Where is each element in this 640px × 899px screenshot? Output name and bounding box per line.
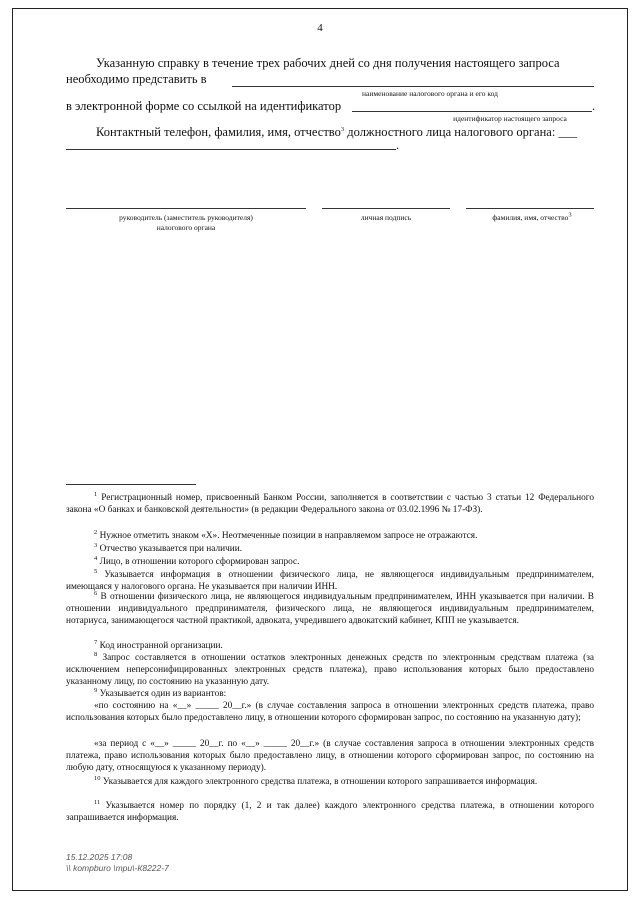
footnote-4 bbox=[66, 556, 594, 568]
personal-signature-line[interactable] bbox=[322, 208, 450, 209]
sign-caption: личная подпись bbox=[360, 213, 412, 222]
footnote-text: Регистрационный номер, присвоенный Банком России, заполняется в соответствии с частью 3 статьи 12 Федерального закона «О банках и банковской деятельности» (в редакции Федерального закона от 03.02.1996 № 17-ФЗ). bbox=[66, 493, 594, 515]
footnote-number: 10 bbox=[94, 774, 101, 782]
intro-line-2: необходимо представить в bbox=[66, 72, 207, 86]
fio-caption bbox=[466, 213, 598, 222]
contact-text: Контактный телефон, фамилия, имя, отчество bbox=[96, 125, 341, 139]
fio-caption-text: фамилия, имя, отчество bbox=[492, 213, 569, 222]
footnote-text: Отчество указывается при наличии. bbox=[99, 544, 243, 554]
head-caption-1: руководитель (заместитель руководителя) bbox=[119, 213, 253, 222]
head-caption-2: налогового органа bbox=[156, 223, 216, 232]
footnote-text: Указывается информация в отношении физического лица, не являющегося индивидуальным предпринимателем, имеющаяся у налогового органа. Не указывается при наличии ИНН. bbox=[66, 570, 594, 592]
contact-text-tail: должностного лица налогового органа: ___ bbox=[344, 125, 578, 139]
footnote-text: Указывается один из вариантов: bbox=[99, 689, 227, 699]
identifier-caption: идентификатор настоящего запроса bbox=[453, 114, 567, 123]
footnote-6 bbox=[66, 591, 594, 627]
variant-2: «за период с «__» _____ 20__г. по «__» _____ 20__г.» (в случае составления запроса в отношении электронных средств платежа, право использования которых было предоставлено лицу, в отношении которого сформирован запрос, по состоянию на любую дату, относящуюся к указанному периоду). bbox=[66, 739, 594, 773]
footnote-text: Указывается для каждого электронного средства платежа, в отношении которого запрашивается информация. bbox=[102, 777, 538, 787]
intro-line-1: Указанную справку в течение трех рабочих дней со дня получения настоящего запроса bbox=[96, 56, 560, 70]
contact-footnote-ref: 3 bbox=[340, 125, 345, 133]
tax-org-field[interactable] bbox=[232, 86, 594, 87]
footnote-number: 11 bbox=[94, 798, 101, 806]
identifier-field[interactable] bbox=[352, 111, 592, 112]
fio-signature-line[interactable] bbox=[466, 208, 594, 209]
contact-period: . bbox=[396, 138, 400, 152]
footnote-5 bbox=[66, 569, 594, 593]
footnote-number: 1 bbox=[94, 490, 98, 498]
footnote-number: 7 bbox=[94, 638, 98, 646]
footnote-3 bbox=[66, 543, 594, 555]
footnote-9 bbox=[66, 688, 594, 700]
footnote-2 bbox=[66, 530, 594, 542]
page-number: 4 bbox=[317, 22, 323, 34]
fio-footnote-ref: 3 bbox=[568, 211, 572, 219]
print-date-stamp: 15.12.2025 17:08 bbox=[66, 852, 133, 862]
footnote-text: Запрос составляется в отношении остатков электронных денежных средств по электронным средствам платежа (за исключением неперсонифицированных электронных средств платежа), право использования которых было предоставлено указанному лицу, по состоянию на указанную дату. bbox=[66, 653, 594, 687]
head-signature-line[interactable] bbox=[66, 208, 306, 209]
footnote-text: Указывается номер по порядку (1, 2 и так далее) каждого электронного средства платежа, в отношении которого запрашивается информация. bbox=[66, 801, 594, 823]
footnote-text: Код иностранной организации. bbox=[99, 641, 223, 651]
contact-field[interactable] bbox=[66, 149, 396, 150]
footnote-number: 9 bbox=[94, 686, 98, 694]
footnote-number: 3 bbox=[94, 541, 98, 549]
footnote-1 bbox=[66, 492, 594, 516]
footnote-text: В отношении физического лица, не являющегося индивидуальным предпринимателем, ИНН указывается при наличии. В отношении индивидуального предпринимателя, физического лица, не являющегося индивидуальным предпринимателем, нотариуса, занимающегося частной практикой, адвоката, учредившего адвокатский кабинет, КПП не указывается. bbox=[66, 592, 594, 626]
footnote-number: 6 bbox=[94, 589, 98, 597]
footnote-text: Лицо, в отношении которого сформирован запрос. bbox=[99, 557, 300, 567]
contact-line bbox=[96, 124, 577, 140]
footnote-separator bbox=[66, 484, 196, 485]
footnote-7 bbox=[66, 640, 594, 652]
identifier-period: . bbox=[592, 99, 596, 113]
intro-line-3: в электронной форме со ссылкой на идентификатор bbox=[66, 99, 342, 113]
footnote-text: Нужное отметить знаком «Х». Неотмеченные позиции в направляемом запросе не отражаются. bbox=[99, 531, 478, 541]
print-path-stamp: \\ kompburo \mpu\-К8222-7 bbox=[66, 863, 169, 873]
variant-1: «по состоянию на «__» _____ 20__г.» (в случае составления запроса в отношении электронных средств платежа, право использования которых было предоставлено лицу, в отношении которого сформирован запрос, по состоянию на указанную дату); bbox=[66, 701, 594, 723]
footnote-11 bbox=[66, 800, 594, 824]
tax-org-caption: наименование налогового органа и его код bbox=[362, 89, 498, 98]
footnote-number: 8 bbox=[94, 650, 98, 658]
footnote-number: 5 bbox=[94, 567, 98, 575]
footnote-8 bbox=[66, 652, 594, 688]
footnote-number: 4 bbox=[94, 554, 98, 562]
footnote-10 bbox=[66, 776, 594, 788]
footnote-number: 2 bbox=[94, 528, 98, 536]
